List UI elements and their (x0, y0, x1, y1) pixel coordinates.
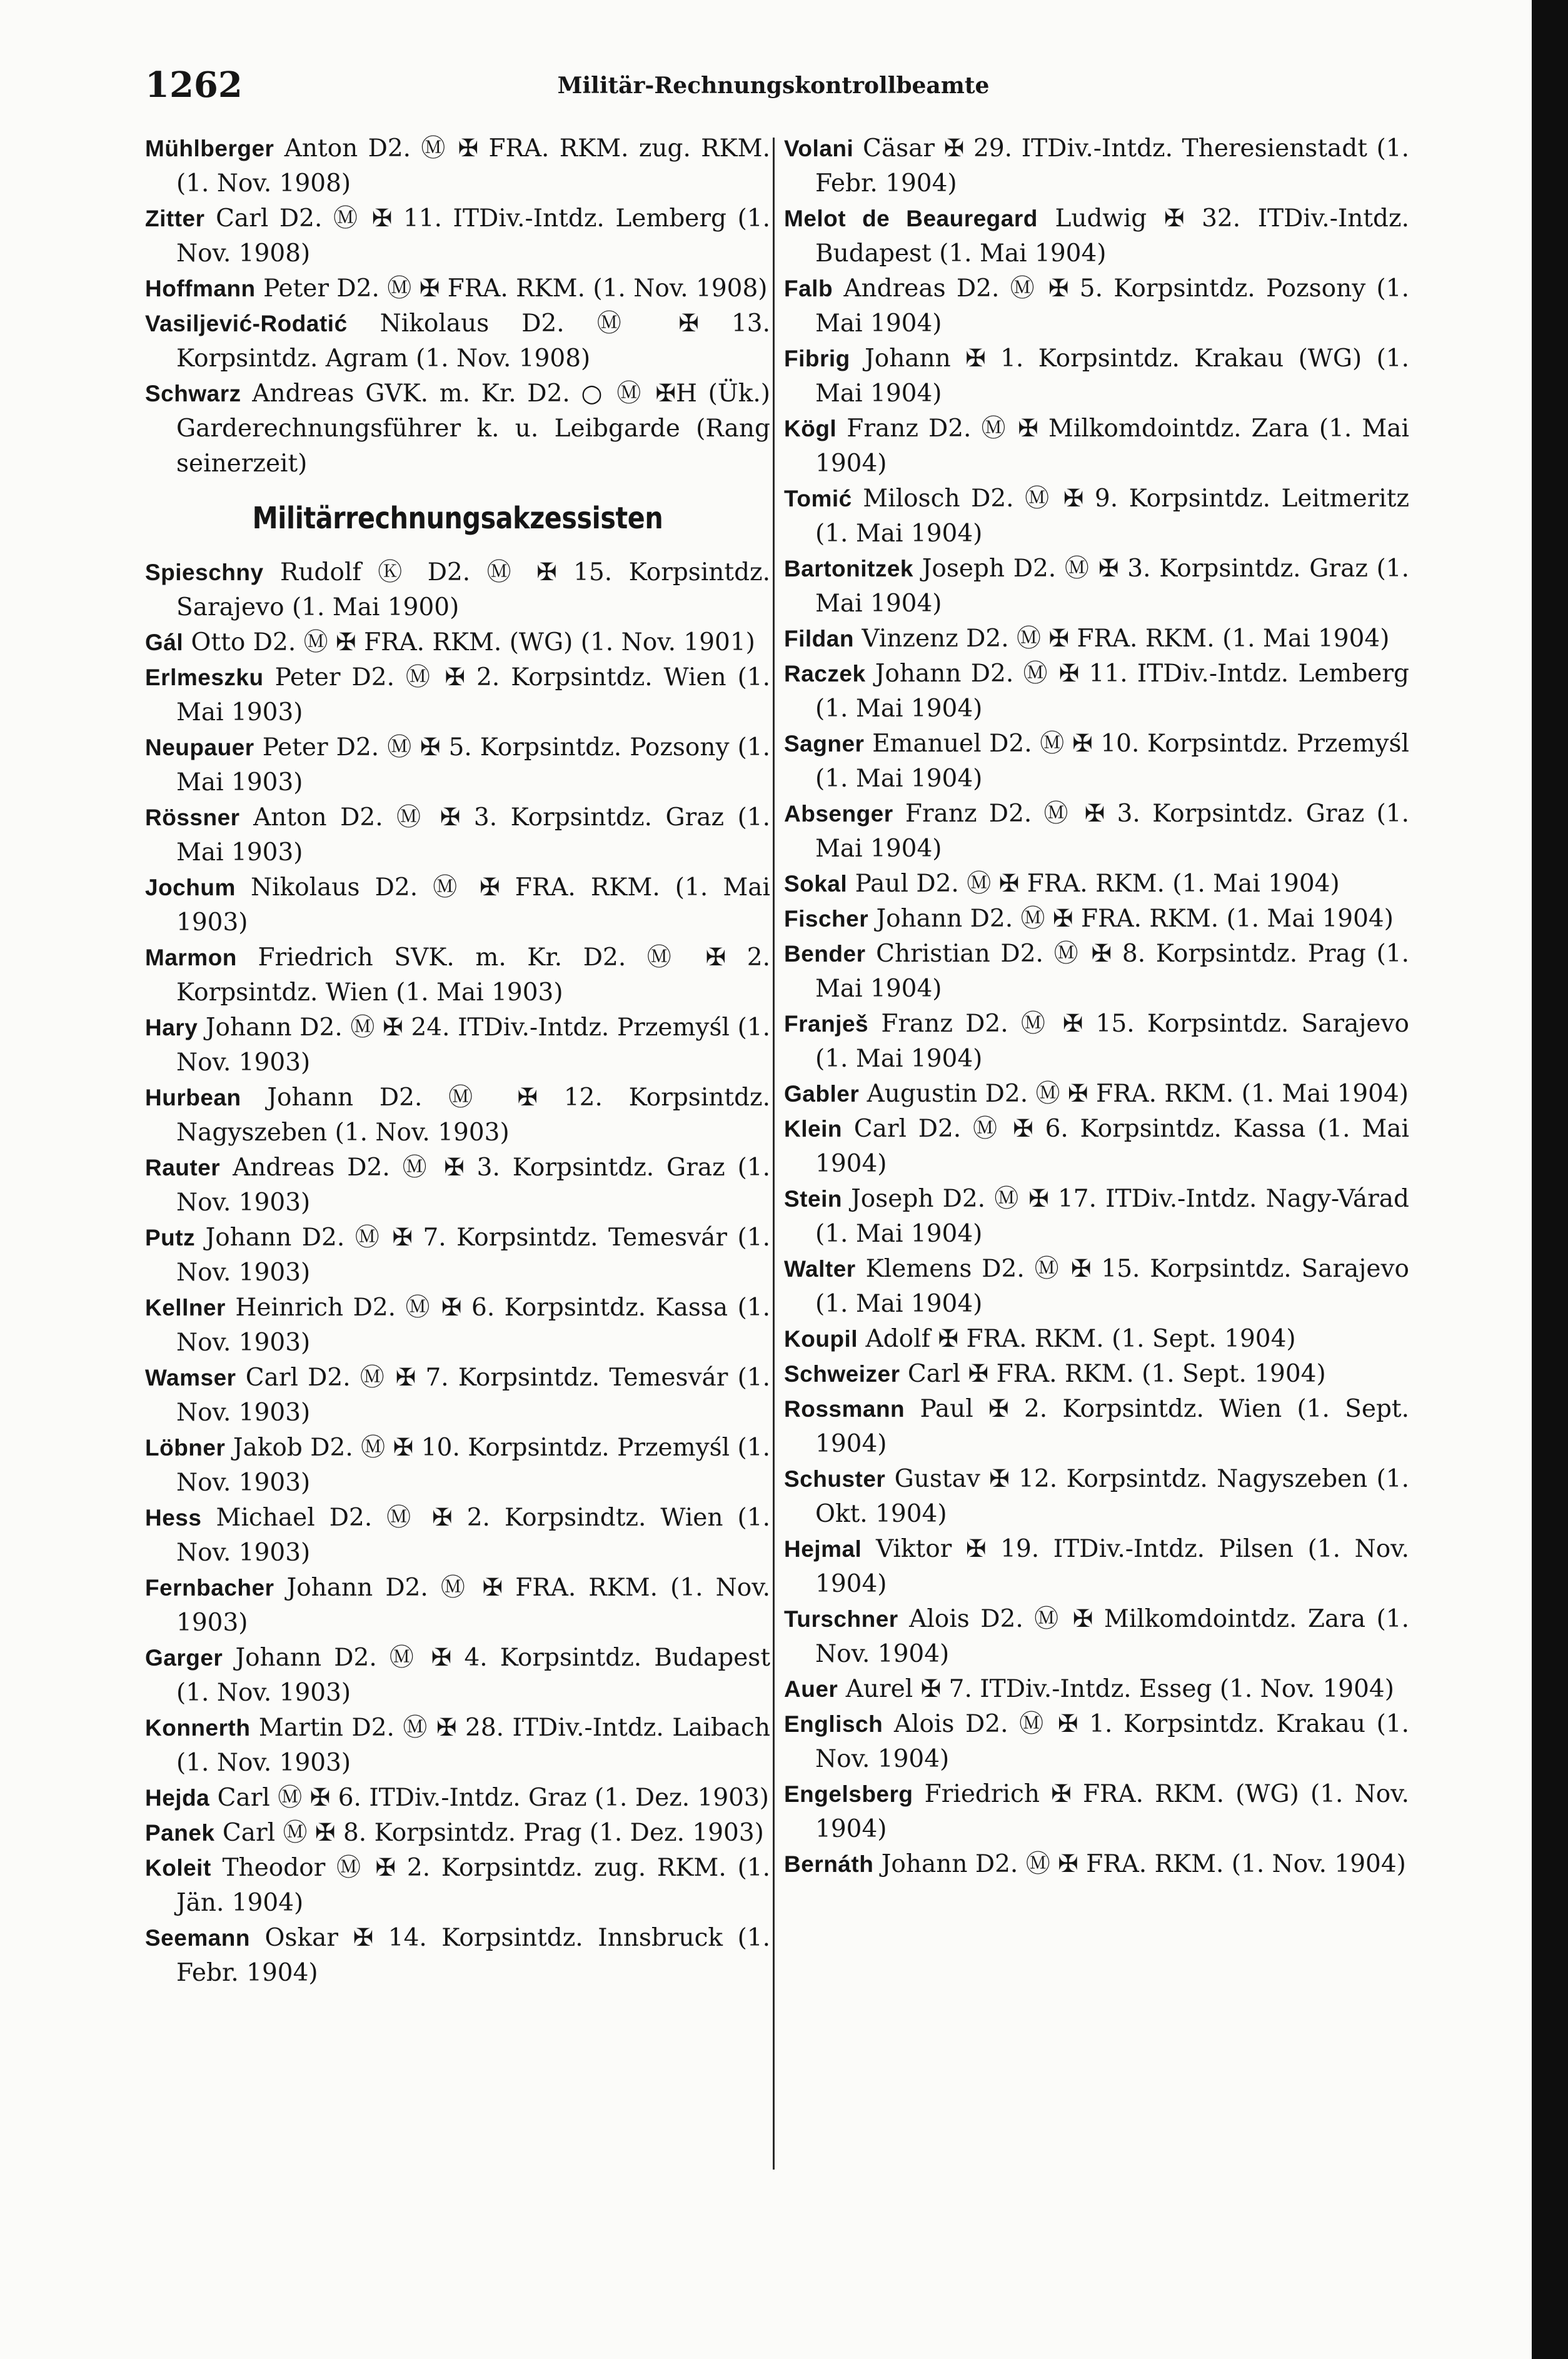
entry-details: Aurel ✠ 7. ITDiv.-Intdz. Esseg (1. Nov. 1904) (845, 1675, 1394, 1703)
roster-entry (784, 1462, 1409, 1532)
roster-entry (145, 800, 770, 870)
roster-entry (145, 1711, 770, 1781)
entry-details: Carl D2. Ⓜ ✠ 7. Korpsintdz. Temesvár (1. Nov. 1903) (176, 1364, 770, 1427)
entry-list-akzessisten (145, 555, 770, 1991)
roster-entry (145, 1851, 770, 1921)
roster-entry (784, 621, 1409, 656)
roster-entry (784, 1357, 1409, 1392)
entry-surname: Bernáth (784, 1851, 874, 1877)
entry-details: Otto D2. Ⓜ ✠ FRA. RKM. (WG) (1. Nov. 1901) (191, 628, 755, 656)
roster-entry (145, 201, 770, 271)
roster-entry (784, 902, 1409, 937)
roster-entry (145, 1290, 770, 1361)
entry-surname: Rossmann (784, 1396, 905, 1422)
entry-surname: Engelsberg (784, 1781, 913, 1807)
entry-surname: Turschner (784, 1606, 898, 1632)
entry-details: Peter D2. Ⓜ ✠ 5. Korpsintdz. Pozsony (1. Mai 1903) (176, 733, 770, 797)
entry-details: Peter D2. Ⓜ ✠ FRA. RKM. (1. Nov. 1908) (263, 274, 768, 303)
roster-entry (784, 481, 1409, 551)
roster-entry (784, 1672, 1409, 1707)
entry-list-right (784, 131, 1409, 1882)
roster-entry (784, 411, 1409, 481)
scan-border (1532, 0, 1568, 2359)
roster-entry (145, 1501, 770, 1571)
entry-details: Viktor ✠ 19. ITDiv.-Intdz. Pilsen (1. Nov. 1904) (815, 1535, 1409, 1598)
roster-entry (145, 730, 770, 800)
entry-surname: Löbner (145, 1435, 226, 1461)
entry-details: Ludwig ✠ 32. ITDiv.-Intdz. Budapest (1. Mai 1904) (815, 204, 1409, 268)
page-number: 1262 (145, 64, 243, 106)
entry-details: Alois D2. Ⓜ ✠ Milkomdointdz. Zara (1. Nov. 1904) (815, 1605, 1409, 1668)
entry-surname: Hess (145, 1505, 202, 1531)
entry-surname: Garger (145, 1645, 223, 1671)
entry-surname: Koleit (145, 1855, 211, 1881)
roster-entry (145, 1150, 770, 1220)
entry-details: Adolf ✠ FRA. RKM. (1. Sept. 1904) (865, 1325, 1296, 1353)
roster-entry (784, 937, 1409, 1007)
entry-details: Anton D2. Ⓜ ✠ 3. Korpsintdz. Graz (1. Mai 1903) (176, 803, 770, 867)
entry-surname: Panek (145, 1820, 215, 1846)
entry-details: Johann ✠ 1. Korpsintdz. Krakau (WG) (1. Mai 1904) (815, 345, 1409, 408)
entry-details: Nikolaus D2. Ⓜ ✠ FRA. RKM. (1. Mai 1903) (176, 873, 770, 937)
entry-surname: Neupauer (145, 735, 254, 760)
roster-entry (145, 1781, 770, 1816)
roster-entry (784, 1007, 1409, 1077)
entry-details: Nikolaus D2. Ⓜ ✠ 13. Korpsintdz. Agram (1. Nov. 1908) (176, 309, 770, 373)
roster-entry (784, 1252, 1409, 1322)
entry-details: Cäsar ✠ 29. ITDiv.-Intdz. Theresienstadt (1. Febr. 1904) (815, 134, 1409, 198)
entry-surname: Rössner (145, 805, 240, 830)
entry-details: Anton D2. Ⓜ ✠ FRA. RKM. zug. RKM. (1. Nov. 1908) (176, 134, 770, 198)
entry-details: Theodor Ⓜ ✠ 2. Korpsintdz. zug. RKM. (1. Jän. 1904) (176, 1854, 770, 1917)
entry-surname: Volani (784, 136, 854, 161)
roster-entry (784, 131, 1409, 201)
roster-entry (784, 341, 1409, 411)
entry-details: Andreas GVK. m. Kr. D2. ○ Ⓜ ✠H (Ük.) Garderechnungsführer k. u. Leibgarde (Rang seinerzeit) (176, 380, 770, 478)
entry-details: Franz D2. Ⓜ ✠ Milkomdointdz. Zara (1. Mai 1904) (815, 415, 1409, 478)
entry-details: Franz D2. Ⓜ ✠ 15. Korpsintdz. Sarajevo (1. Mai 1904) (815, 1010, 1409, 1073)
entry-details: Carl Ⓜ ✠ 6. ITDiv.-Intdz. Graz (1. Dez. 1903) (217, 1784, 769, 1812)
entry-details: Peter D2. Ⓜ ✠ 2. Korpsintdz. Wien (1. Mai 1903) (176, 663, 770, 727)
roster-entry (145, 376, 770, 481)
entry-surname: Marmon (145, 945, 237, 970)
entry-surname: Stein (784, 1186, 842, 1212)
roster-entry (145, 1361, 770, 1431)
entry-details: Emanuel D2. Ⓜ ✠ 10. Korpsintdz. Przemyśl (1. Mai 1904) (815, 730, 1409, 793)
entry-details: Carl D2. Ⓜ ✠ 11. ITDiv.-Intdz. Lemberg (1. Nov. 1908) (176, 204, 771, 268)
entry-details: Paul D2. Ⓜ ✠ FRA. RKM. (1. Mai 1904) (855, 870, 1340, 898)
roster-entry (145, 1641, 770, 1711)
entry-surname: Auer (784, 1676, 838, 1702)
entry-details: Johann D2. Ⓜ ✠ 7. Korpsintdz. Temesvár (1. Nov. 1903) (176, 1224, 770, 1287)
roster-entry (784, 551, 1409, 621)
entry-surname: Putz (145, 1225, 196, 1250)
roster-entry (784, 1532, 1409, 1602)
entry-surname: Gál (145, 630, 184, 655)
entry-details: Alois D2. Ⓜ ✠ 1. Korpsintdz. Krakau (1. Nov. 1904) (815, 1710, 1409, 1773)
entry-details: Carl Ⓜ ✠ 8. Korpsintdz. Prag (1. Dez. 1903) (222, 1819, 764, 1847)
roster-entry (784, 1182, 1409, 1252)
roster-entry (784, 1322, 1409, 1357)
entry-surname: Mühlberger (145, 136, 274, 161)
entry-surname: Hary (145, 1015, 198, 1040)
entry-details: Johann D2. Ⓜ ✠ 4. Korpsintdz. Budapest (1. Nov. 1903) (176, 1644, 770, 1707)
roster-entry (784, 1707, 1409, 1777)
roster-entry (784, 797, 1409, 867)
entry-details: Paul ✠ 2. Korpsintdz. Wien (1. Sept. 1904) (815, 1395, 1409, 1458)
entry-surname: Rauter (145, 1155, 221, 1180)
entry-surname: Kellner (145, 1295, 226, 1320)
entry-surname: Franješ (784, 1011, 869, 1037)
entry-details: Johann D2. Ⓜ ✠ FRA. RKM. (1. Nov. 1904) (881, 1850, 1406, 1878)
entry-surname: Fibrig (784, 346, 850, 371)
roster-entry (145, 625, 770, 660)
right-column (784, 131, 1409, 1882)
roster-entry (145, 1010, 770, 1080)
entry-surname: Absenger (784, 801, 893, 827)
entry-surname: Melot de Beauregard (784, 206, 1038, 231)
left-column (145, 131, 770, 1991)
roster-entry (145, 1080, 770, 1150)
page-header (145, 60, 1402, 110)
entry-surname: Raczek (784, 661, 866, 687)
entry-details: Christian D2. Ⓜ ✠ 8. Korpsintdz. Prag (1. Mai 1904) (815, 940, 1409, 1003)
entry-surname: Hejda (145, 1785, 210, 1811)
entry-details: Friedrich ✠ FRA. RKM. (WG) (1. Nov. 1904) (815, 1780, 1409, 1843)
roster-entry (784, 727, 1409, 797)
entry-details: Jakob D2. Ⓜ ✠ 10. Korpsintdz. Przemyśl (1. Nov. 1903) (176, 1434, 770, 1497)
entry-surname: Seemann (145, 1925, 251, 1951)
roster-entry (145, 660, 770, 730)
roster-entry (145, 870, 770, 940)
entry-surname: Sokal (784, 871, 848, 897)
roster-entry (784, 1392, 1409, 1462)
entry-surname: Hoffmann (145, 276, 256, 301)
entry-details: Joseph D2. Ⓜ ✠ 17. ITDiv.-Intdz. Nagy-Várad (1. Mai 1904) (815, 1185, 1409, 1248)
roster-entry (784, 271, 1409, 341)
entry-details: Johann D2. Ⓜ ✠ 24. ITDiv.-Intdz. Przemyśl (1. Nov. 1903) (176, 1014, 770, 1077)
entry-details: Oskar ✠ 14. Korpsintdz. Innsbruck (1. Febr. 1904) (176, 1924, 770, 1987)
entry-details: Milosch D2. Ⓜ ✠ 9. Korpsintdz. Leitmeritz (1. Mai 1904) (815, 485, 1409, 548)
entry-surname: Jochum (145, 875, 236, 900)
entry-surname: Koupil (784, 1326, 858, 1352)
roster-entry (784, 1777, 1409, 1847)
column-divider (773, 138, 775, 2170)
entry-surname: Wamser (145, 1365, 236, 1391)
entry-details: Carl D2. Ⓜ ✠ 6. Korpsintdz. Kassa (1. Mai 1904) (815, 1115, 1409, 1178)
entry-details: Vinzenz D2. Ⓜ ✠ FRA. RKM. (1. Mai 1904) (862, 625, 1390, 653)
entry-list-top (145, 131, 770, 481)
entry-details: Johann D2. Ⓜ ✠ 11. ITDiv.-Intdz. Lemberg (1. Mai 1904) (815, 660, 1409, 723)
entry-details: Heinrich D2. Ⓜ ✠ 6. Korpsintdz. Kassa (1. Nov. 1903) (176, 1294, 770, 1357)
roster-entry (784, 1112, 1409, 1182)
entry-surname: Englisch (784, 1711, 883, 1737)
entry-details: Joseph D2. Ⓜ ✠ 3. Korpsintdz. Graz (1. Mai 1904) (815, 555, 1409, 618)
entry-surname: Bender (784, 941, 866, 967)
entry-details: Johann D2. Ⓜ ✠ FRA. RKM. (1. Mai 1904) (876, 905, 1394, 933)
entry-surname: Spieschny (145, 560, 264, 585)
roster-entry (784, 656, 1409, 727)
entry-details: Johann D2. Ⓜ ✠ FRA. RKM. (1. Nov. 1903) (176, 1574, 770, 1637)
roster-entry (784, 201, 1409, 271)
roster-entry (145, 1431, 770, 1501)
entry-surname: Fernbacher (145, 1575, 274, 1601)
entry-surname: Walter (784, 1256, 856, 1282)
entry-surname: Kögl (784, 416, 837, 441)
running-head: Militär-Rechnungskontrollbeamte (557, 73, 990, 99)
entry-details: Rudolf Ⓚ D2. Ⓜ ✠ 15. Korpsintdz. Sarajevo (1. Mai 1900) (176, 558, 770, 621)
roster-entry (145, 306, 770, 376)
roster-entry (145, 940, 770, 1010)
roster-entry (784, 1077, 1409, 1112)
roster-entry (145, 131, 770, 201)
entry-surname: Tomić (784, 486, 852, 511)
entry-surname: Konnerth (145, 1715, 251, 1741)
entry-surname: Klein (784, 1116, 842, 1142)
roster-entry (784, 1602, 1409, 1672)
entry-details: Michael D2. Ⓜ ✠ 2. Korpsindtz. Wien (1. Nov. 1903) (176, 1504, 770, 1567)
entry-surname: Hurbean (145, 1085, 241, 1110)
entry-surname: Fildan (784, 626, 854, 651)
section-title: Militärrechnungsakzessisten (252, 501, 663, 536)
roster-entry (145, 271, 770, 306)
roster-entry (145, 1220, 770, 1290)
entry-details: Friedrich SVK. m. Kr. D2. Ⓜ ✠ 2. Korpsintdz. Wien (1. Mai 1903) (176, 943, 770, 1007)
entry-details: Augustin D2. Ⓜ ✠ FRA. RKM. (1. Mai 1904) (867, 1080, 1409, 1108)
entry-surname: Falb (784, 276, 833, 301)
entry-details: Gustav ✠ 12. Korpsintdz. Nagyszeben (1. Okt. 1904) (815, 1465, 1409, 1528)
roster-entry (145, 555, 770, 625)
roster-entry (784, 1847, 1409, 1882)
roster-entry (145, 1571, 770, 1641)
entry-surname: Fischer (784, 906, 869, 932)
entry-details: Franz D2. Ⓜ ✠ 3. Korpsintdz. Graz (1. Mai 1904) (815, 800, 1409, 863)
roster-entry (784, 867, 1409, 902)
entry-surname: Schwarz (145, 381, 241, 406)
entry-details: Klemens D2. Ⓜ ✠ 15. Korpsintdz. Sarajevo (1. Mai 1904) (815, 1255, 1409, 1318)
entry-surname: Erlmeszku (145, 665, 264, 690)
entry-details: Andreas D2. Ⓜ ✠ 3. Korpsintdz. Graz (1. Nov. 1903) (176, 1154, 770, 1217)
entry-surname: Zitter (145, 206, 205, 231)
entry-surname: Schuster (784, 1466, 886, 1492)
entry-details: Carl ✠ FRA. RKM. (1. Sept. 1904) (907, 1360, 1326, 1388)
entry-details: Johann D2. Ⓜ ✠ 12. Korpsintdz. Nagyszeben (1. Nov. 1903) (176, 1084, 770, 1147)
entry-surname: Hejmal (784, 1536, 862, 1562)
entry-details: Andreas D2. Ⓜ ✠ 5. Korpsintdz. Pozsony (1. Mai 1904) (815, 274, 1409, 338)
entry-surname: Bartonitzek (784, 556, 913, 581)
entry-surname: Vasiljević-Rodatić (145, 311, 348, 336)
entry-surname: Gabler (784, 1081, 860, 1107)
entry-details: Martin D2. Ⓜ ✠ 28. ITDiv.-Intdz. Laibach (1. Nov. 1903) (176, 1714, 770, 1777)
entry-surname: Sagner (784, 731, 865, 757)
roster-entry (145, 1816, 770, 1851)
roster-entry (145, 1921, 770, 1991)
entry-surname: Schweizer (784, 1361, 900, 1387)
